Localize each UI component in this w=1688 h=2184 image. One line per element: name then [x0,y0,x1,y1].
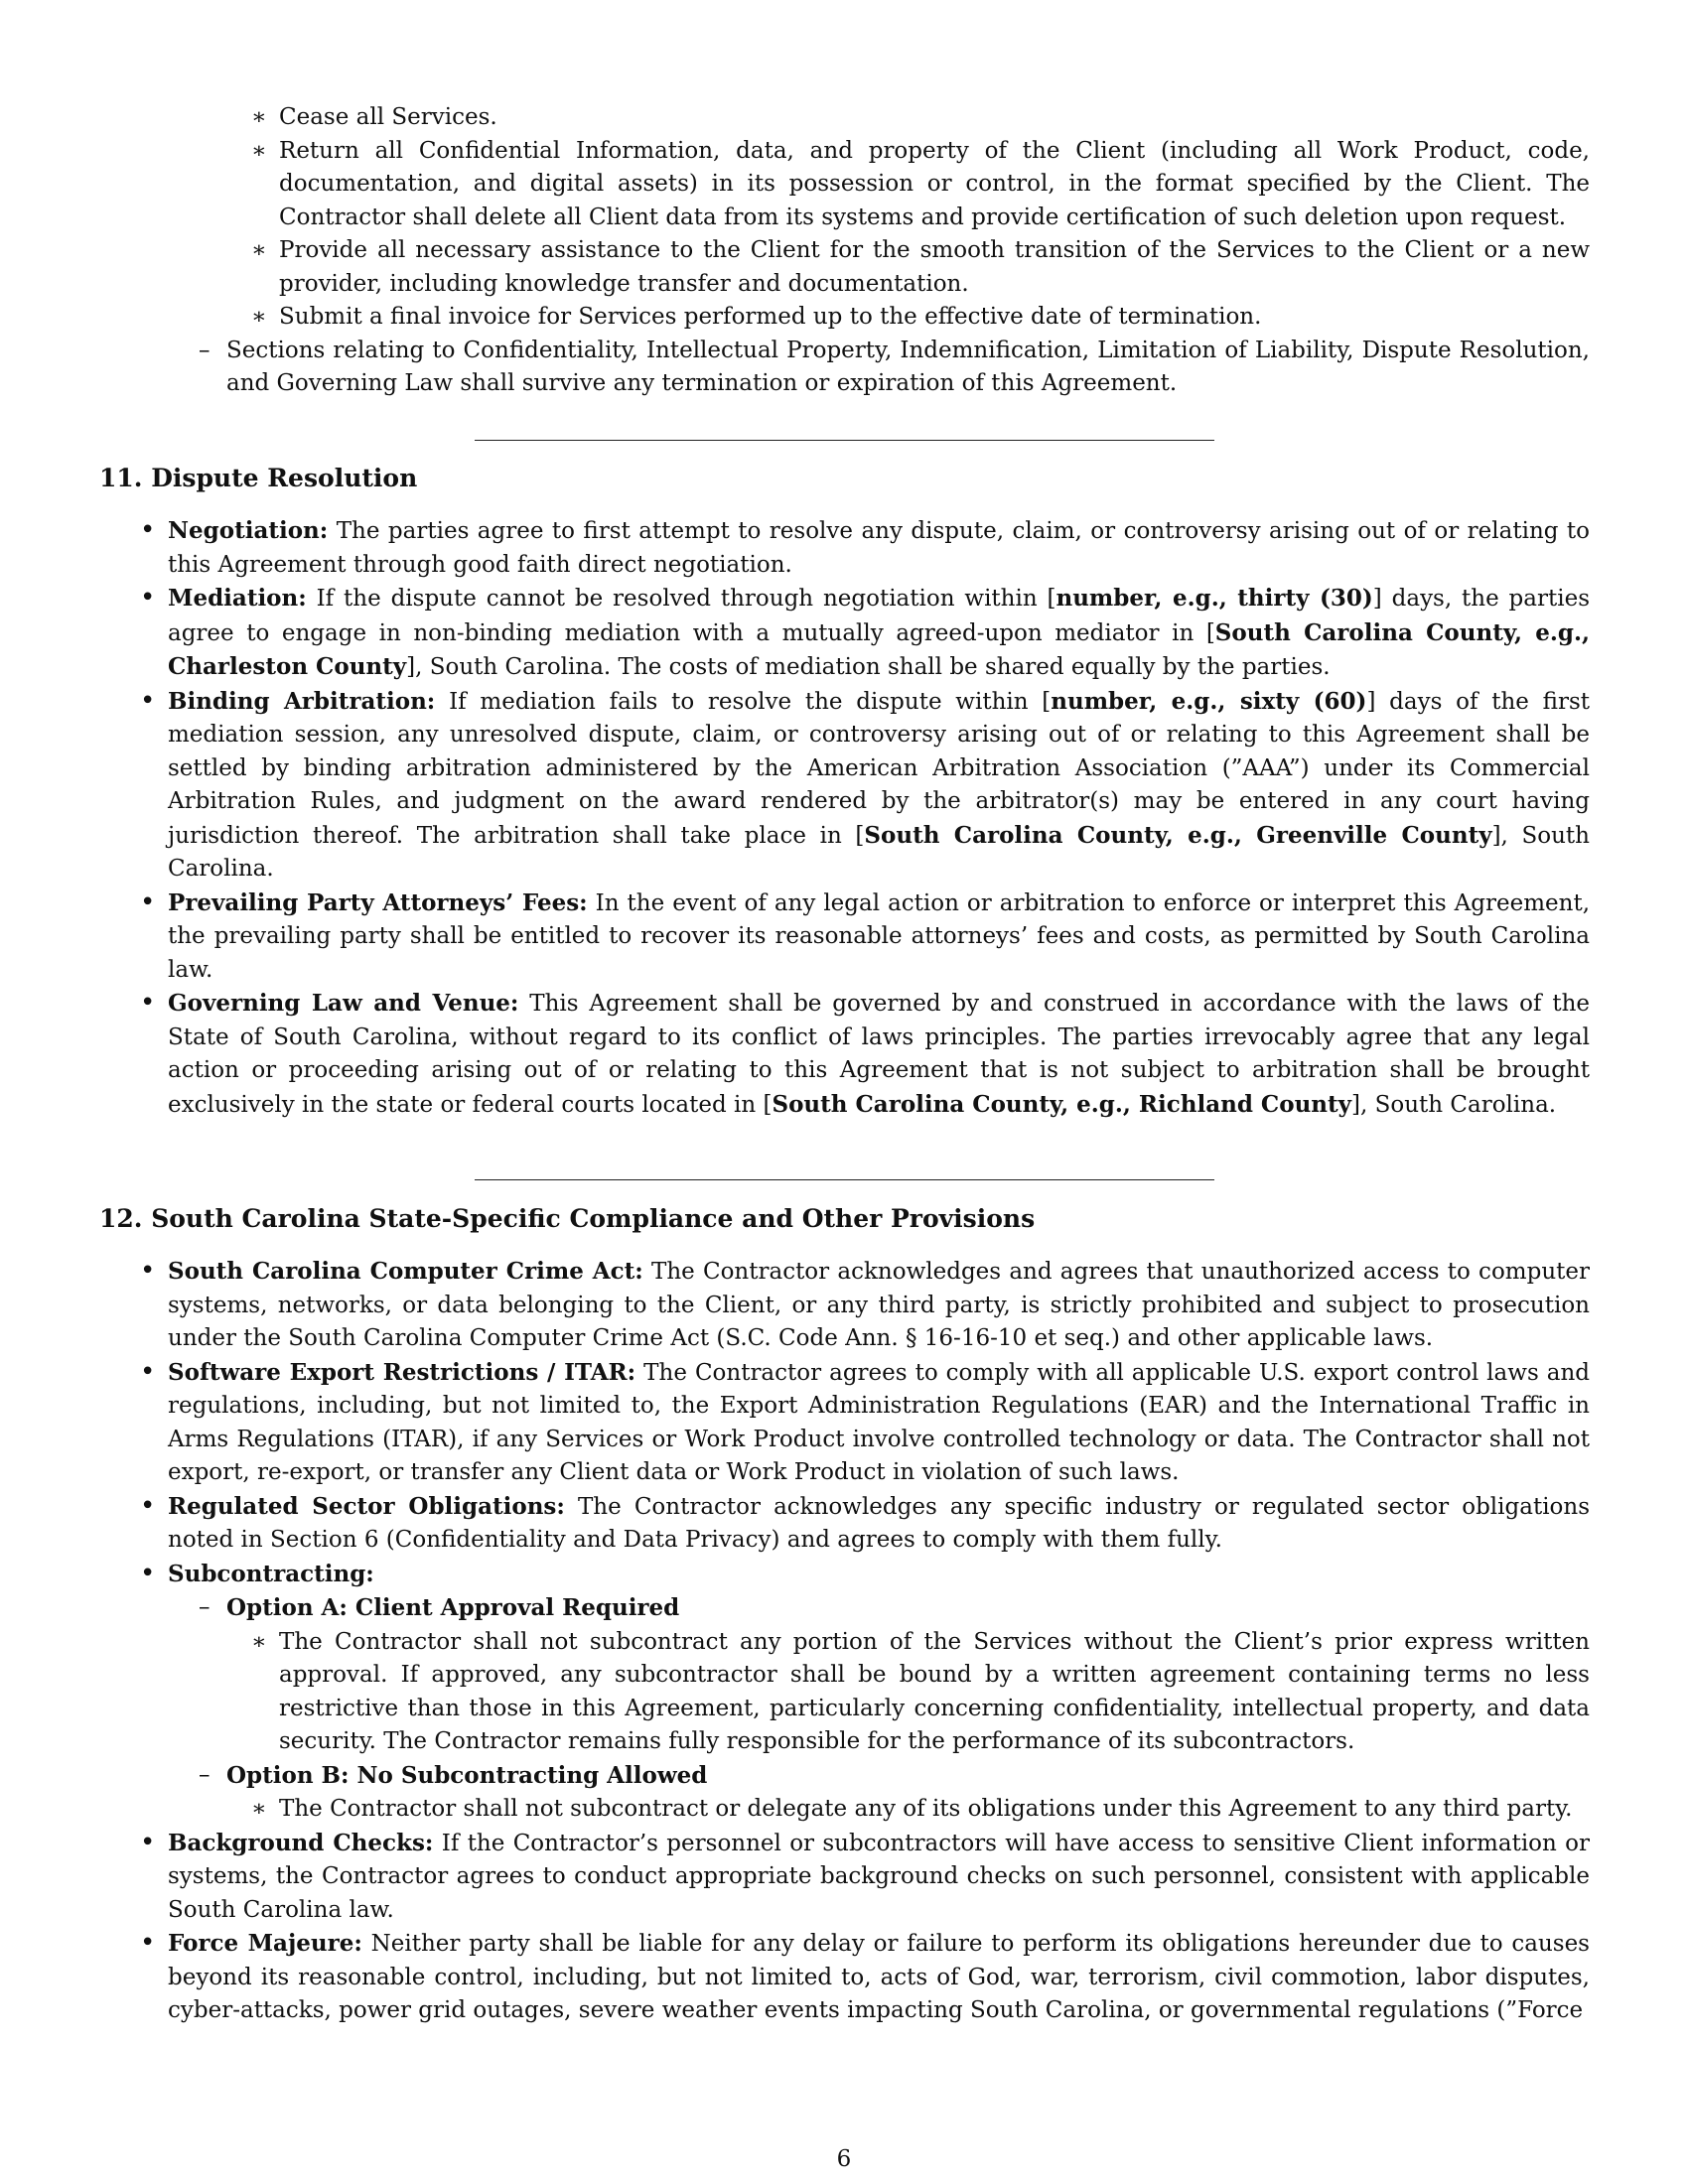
clause-label: Binding Arbitration: [168,687,436,715]
star-marker: ∗ [251,304,267,330]
star-marker: ∗ [251,1796,267,1822]
governing-law-clause: • Governing Law and Venue: This Agreement shall be governed by and construed in accordance with the laws of the State of South Carolina, without regard to its conflict of laws principles. The parties irrevocably agree that any legal action or proceeding arising out of or relating to this Agreement that is not subject to arbitration shall be brought exclusively in the state or federal courts located in [South Carolina County, e.g., Richland County], South Carolina. [140,988,1590,1118]
subcontracting-clause [140,1558,1590,1592]
bullet-marker: • [140,1827,156,1857]
regulated-sector-clause: • Regulated Sector Obligations: The Contractor acknowledges any specific industry or regulated sector obligations noted in Section 6 (Confidentiality and Data Privacy) and agrees to comply with them fully. [140,1490,1591,1553]
star-marker: ∗ [251,237,267,263]
clause-label: Prevailing Party Attorneys’ Fees: [168,888,588,916]
clause-label: Regulated Sector Obligations: [168,1492,565,1520]
termination-duties-list [0,101,1688,401]
page-number: 6 [836,2146,852,2172]
bullet-marker: • [140,1356,156,1387]
bullet-marker: • [140,1928,156,1958]
survival-clause: – Sections relating to Confidentiality, Intellectual Property, Indemnification, Limitation of Liability, Dispute Resolution, and Governing Law shall survive any termination or expiration of this Agreement. [226,335,1590,401]
bullet-marker: • [140,1490,156,1521]
option-b-heading: – Option B: No Subcontracting Allowed [226,1759,1590,1794]
section-divider [475,1179,1214,1180]
section-12-heading: 12. South Carolina State-Specific Compliance and Other Provisions [99,1204,1036,1233]
list-item: ∗ Cease all Services. [279,101,1590,135]
bullet-marker: • [140,685,156,716]
section-12-list [0,1255,1688,2028]
clause-label: South Carolina Computer Crime Act: [168,1258,643,1285]
mediation-clause: • Mediation: If the dispute cannot be resolved through negotiation within [number, e.g., thirty (30)] days, the parties agree to engage in non-binding mediation with a mutually agreed-upon mediator in [South Carolina County, e.g., Charleston County], South Carolina. The costs of mediation shall be shared equally by the parties. [140,583,1590,680]
clause-label: Governing Law and Venue: [168,990,519,1017]
clause-label: Force Majeure: [168,1930,362,1957]
clause-label: Software Export Restrictions / ITAR: [168,1358,636,1386]
list-item: ∗ Provide all necessary assistance to the Client for the smooth transition of the Services to the Client or a new provider, including knowledge transfer and documentation. [279,234,1590,301]
star-marker: ∗ [251,104,267,130]
section-11-heading: 11. Dispute Resolution [99,464,418,492]
clause-label: Subcontracting: [168,1560,374,1587]
dash-marker: – [199,1761,211,1788]
clause-label: Negotiation: [168,517,329,544]
background-checks-clause: • Background Checks: If the Contractor’s personnel or subcontractors will have access to sensitive Client information or systems, the Contractor agrees to conduct appropriate background checks on such personnel, consistent with applicable South Carolina law. [140,1827,1591,1923]
bullet-marker: • [140,583,156,613]
clause-label: Mediation: [168,585,307,612]
bullet-marker: • [140,1256,156,1286]
bullet-marker: • [140,515,156,545]
computer-crime-act-clause: • South Carolina Computer Crime Act: The Contractor acknowledges and agrees that unauthorized access to computer systems, networks, or data belonging to the Client, or any third party, is strictly prohibited and subject to prosecution under the South Carolina Computer Crime Act (S.C. Code Ann. § 16-16-10 et seq.) and other applicable laws. [140,1256,1590,1351]
option-b-text: ∗ The Contractor shall not subcontract or delegate any of its obligations under this Agreement to any third party. [279,1793,1590,1827]
dash-marker: – [199,1594,211,1620]
dash-marker: – [199,337,211,363]
list-item: ∗ Return all Confidential Information, data, and property of the Client (including all Work Product, code, documentation, and digital assets) in its possession or control, in the format specified by the Client. The Contractor shall delete all Client data from its systems and provide certification of such deletion upon request. [279,135,1590,235]
star-marker: ∗ [251,1628,267,1655]
negotiation-clause: • Negotiation: The parties agree to first attempt to resolve any dispute, claim, or controversy arising out of or relating to this Agreement through good faith direct negotiation. [140,515,1591,578]
attorneys-fees-clause: • Prevailing Party Attorneys’ Fees: In the event of any legal action or arbitration to enforce or interpret this Agreement, the prevailing party shall be entitled to recover its reasonable attorneys’ fees and costs, as permitted by South Carolina law. [140,887,1591,983]
bullet-marker: • [140,1558,156,1588]
arbitration-clause: • Binding Arbitration: If mediation fails to resolve the dispute within [number, e.g., sixty (60)] days of the first mediation session, any unresolved dispute, claim, or controversy arising out of or relating to this Agreement shall be settled by binding arbitration administered by the American Arbitration Association (”AAA”) under its Commercial Arbitration Rules, and judgment on the award rendered by the arbitrator(s) may be entered in any court having jurisdiction thereof. The arbitration shall take place in [South Carolina County, e.g., Greenville County], South Carolina. [140,685,1591,882]
bullet-marker: • [140,887,156,917]
star-marker: ∗ [251,137,267,164]
export-restrictions-clause: • Software Export Restrictions / ITAR: The Contractor agrees to comply with all applicable U.S. export control laws and regulations, including, but not limited to, the Export Administration Regulations (EAR) and the International Traffic in Arms Regulations (ITAR), if any Services or Work Product involve controlled technology or data. The Contractor shall not export, re-export, or transfer any Client data or Work Product in violation of such laws. [140,1356,1590,1485]
option-a-text: ∗ The Contractor shall not subcontract any portion of the Services without the Client’s prior express written approval. If approved, any subcontractor shall be bound by a written agreement containing terms no less restrictive than those in this Agreement, particularly concerning confidentiality, intellectual property, and data security. The Contractor remains fully responsible for the performance of its subcontractors. [279,1626,1590,1759]
bullet-marker: • [140,988,156,1018]
clause-label: Background Checks: [168,1829,434,1856]
section-divider [475,440,1214,441]
section-11-list [0,514,1688,1122]
list-item: ∗ Submit a final invoice for Services performed up to the effective date of termination. [279,301,1590,335]
force-majeure-clause: • Force Majeure: Neither party shall be liable for any delay or failure to perform its obligations hereunder due to causes beyond its reasonable control, including, but not limited to, acts of God, war, terrorism, civil commotion, labor disputes, cyber-attacks, power grid outages, severe weather events impacting South Carolina, or governmental regulations (”Force [140,1928,1590,2023]
option-a-heading: – Option A: Client Approval Required [226,1591,1590,1626]
